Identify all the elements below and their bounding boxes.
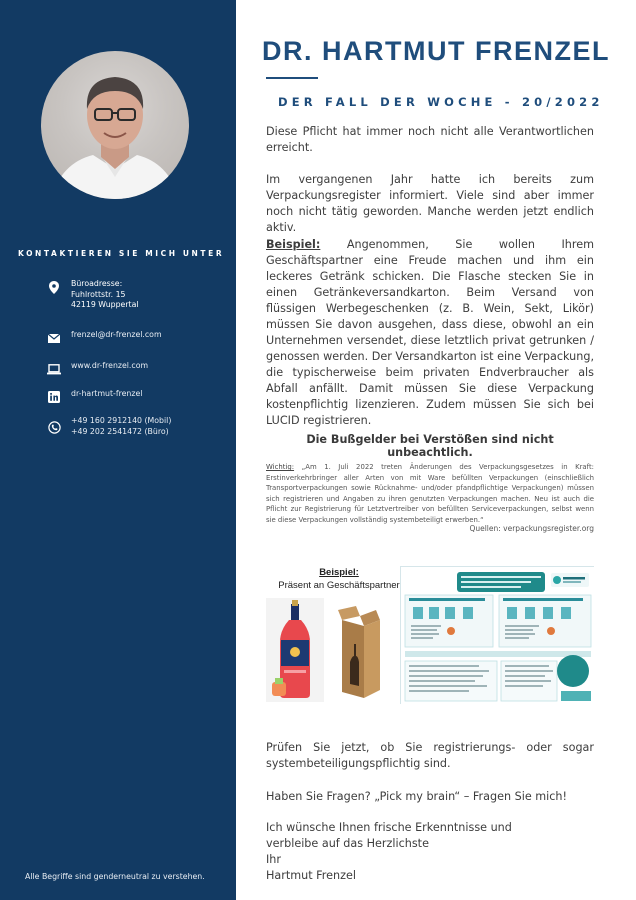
main-content (236, 0, 636, 900)
source-note: Quellen: verpackungsregister.org (469, 524, 594, 533)
example-text: Angenommen, Sie wollen Ihrem Geschäftspartner eine Freude machen und ihm ein leckeres Getränk schicken. Die Flasche stecken Sie in einen Getränkeversandkarton. Beim Versand von flüssigen Werbegeschenken (z. B. Wein, Sekt, Likör) müssen Sie davon ausgehen, dass diese, obwohl an ein Unternehmen versendet, diese letztlich privat getrunken / genossen werden. Der Versandkarton ist eine Verpackung, die typischerweise beim privaten Endverbraucher als Abfall anfällt. Damit müssen Sie diese Verpackung kostenpflichtig lizenzieren. Zudem müssen Sie sich bei LUCID registrieren. (266, 238, 594, 427)
phone-mobile[interactable]: +49 160 2912140 (Mobil) (71, 416, 172, 425)
contact-website[interactable] (47, 361, 148, 376)
legal-note (266, 462, 594, 525)
case-heading: DER FALL DER WOCHE - 20/2022 (278, 95, 604, 109)
title-divider (266, 77, 318, 79)
location-pin-icon (47, 280, 61, 294)
email-link[interactable]: frenzel@dr-frenzel.com (71, 330, 162, 339)
paragraph-example (266, 237, 594, 429)
bottle-image (266, 598, 324, 702)
note-text: „Am 1. Juli 2022 treten Änderungen des Verpackungsgesetzes in Kraft: Erstinverkehrbringer aller Arten von mit Ware befüllten Verpackungen (einschließlich Transportverpackungen sowie Rücknahme- und/oder pfandpflichtige Verpackungen) müssen sich registrieren und Angaben zu ihren genutzten Verpackungen machen. Neu ist auch die Pflicht zur Registrierung für Letztvertreiber von befüllten Serviceverpackungen, selbst wenn sie diese Verpackungen vollständig systembeteiligt erwerben.“ (266, 463, 594, 524)
closing-line-1: Ich wünsche Ihnen frische Erkenntnisse und (266, 821, 512, 834)
address-city: 42119 Wuppertal (71, 300, 139, 309)
paragraph-questions: Haben Sie Fragen? „Pick my brain“ – Fragen Sie mich! (266, 790, 567, 803)
sidebar (0, 0, 236, 900)
phone-office[interactable]: +49 202 2541472 (Büro) (71, 426, 169, 436)
linkedin-icon (47, 390, 61, 404)
example-caption-text: Präsent an Geschäftspartner (278, 580, 400, 591)
phone-icon (47, 420, 61, 434)
note-label: Wichtig: (266, 463, 295, 471)
closing-line-3: Ihr (266, 853, 281, 866)
packaging-infographic (400, 566, 594, 704)
linkedin-link[interactable]: dr-hartmut-frenzel (71, 389, 143, 398)
closing-line-2: verbleibe auf das Herzlichste (266, 837, 429, 850)
website-link[interactable]: www.dr-frenzel.com (71, 361, 149, 370)
gender-footnote: Alle Begriffe sind genderneutral zu verstehen. (25, 872, 205, 881)
address-street: Fuhlrottstr. 15 (71, 289, 126, 299)
example-label: Beispiel: (266, 238, 321, 251)
profile-photo (41, 51, 189, 199)
signature-name: Hartmut Frenzel (266, 869, 356, 882)
paragraph-intro: Diese Pflicht hat immer noch nicht alle Verantwortlichen erreicht. (266, 125, 594, 154)
contact-address (47, 279, 139, 311)
paragraph-register: Im vergangenen Jahr hatte ich bereits zum Verpackungsregister informiert. Viele sind aber immer noch nicht tätig geworden. Manche werden jetzt endlich aktiv. (266, 173, 594, 234)
paragraph-check: Prüfen Sie jetzt, ob Sie registrierungs- oder sogar systembeteiligungspflichtig sind. (266, 741, 594, 770)
page-title: DR. HARTMUT FRENZEL (262, 36, 610, 66)
envelope-icon (47, 331, 61, 345)
contact-linkedin[interactable] (47, 389, 142, 404)
contact-phone[interactable] (47, 416, 171, 437)
contact-heading: KONTAKTIEREN SIE MICH UNTER (18, 249, 225, 258)
contact-email[interactable] (47, 330, 162, 345)
example-caption-label: Beispiel: (319, 567, 359, 578)
carton-image (330, 604, 384, 700)
address-label: Büroadresse: (71, 279, 123, 288)
fines-highlight: Die Bußgelder bei Verstößen sind nicht unbeachtlich. (306, 433, 554, 459)
example-caption (278, 566, 400, 592)
laptop-icon (47, 362, 61, 376)
